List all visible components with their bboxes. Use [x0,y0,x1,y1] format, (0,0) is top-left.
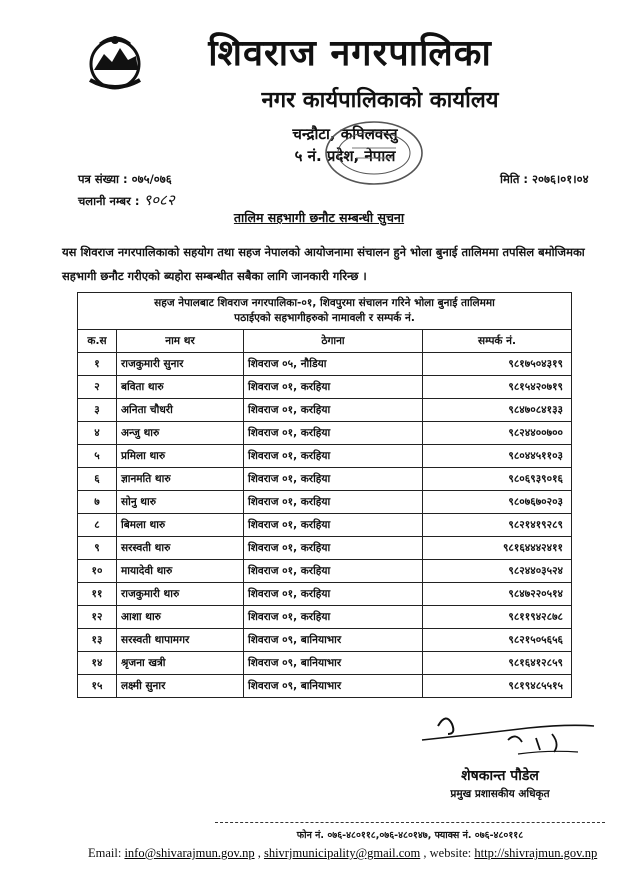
table-row [78,583,572,606]
letter-date: मिति : २०७६।०१।०४ [500,172,589,186]
cell-address: शिवराज ०९, बानियाभार [244,675,423,698]
cell-name: श्रृजना खत्री [117,652,244,675]
cell-phone: ९८०७६७०२०३ [423,491,572,514]
cell-sn: ४ [78,422,117,445]
table-row [78,537,572,560]
municipality-title: शिवराज नगरपालिका [208,33,492,74]
table-row [78,422,572,445]
cell-address: शिवराज ०१, करहिया [244,445,423,468]
dispatch-number: चलानी नम्बर : ९०८२ [78,191,175,209]
cell-name: अनिता चौधरी [117,399,244,422]
cell-address: शिवराज ०१, करहिया [244,468,423,491]
cell-name: अन्जु थारु [117,422,244,445]
table-row [78,468,572,491]
cell-phone: ९८२१५०५६५६ [423,629,572,652]
email-link-gmail[interactable]: shivrjmunicipality@gmail.com [263,846,421,860]
cell-name: बिमला थारु [117,514,244,537]
cell-sn: १ [78,353,117,376]
cell-phone: ९८२१४१९२८९ [423,514,572,537]
stamp-icon [322,118,426,188]
cell-sn: १० [78,560,117,583]
signature-icon [418,704,598,764]
cell-sn: १३ [78,629,117,652]
cell-address: शिवराज ०९, बानियाभार [244,652,423,675]
table-caption: सहज नेपालबाट शिवराज नगरपालिका-०१, शिवपुरमा संचालन गरिने भोला बुनाई तालिममा पठाईएको सहभागीहरुको नामावली र सम्पर्क नं. [78,293,572,330]
cell-sn: ७ [78,491,117,514]
footer-divider [215,822,605,823]
cell-address: शिवराज ०९, बानियाभार [244,629,423,652]
cell-name: राजकुमारी थारु [117,583,244,606]
cell-name: लक्ष्मी सुनार [117,675,244,698]
website-link[interactable]: http://shivrajmun.gov.np [474,846,598,860]
table-row [78,491,572,514]
address-line-1: चन्द्रौटा, कपिलवस्तु [292,125,398,143]
table-row [78,629,572,652]
notice-body: यस शिवराज नगरपालिकाको सहयोग तथा सहज नेपालको आयोजनामा संचालन हुने भोला बुनाई तालिममा तपसिल बमोजिमका सहभागी छनौट गरीएको ब्यहोरा सम्बन्धीत सबैका लागि जानकारी गरिन्छ । [62,245,585,283]
cell-phone: ९८१६४४४२४११ [423,537,572,560]
reference-number: पत्र संख्या : ०७५/०७६ [78,172,172,186]
cell-sn: १५ [78,675,117,698]
cell-phone: ९८१७५०४३१९ [423,353,572,376]
signatory-title: प्रमुख प्रशासकीय अधिकृत [450,788,550,800]
cell-name: सरस्वती थारु [117,537,244,560]
address-line-2: ५ नं. प्रदेश, नेपाल [294,147,396,165]
cell-address: शिवराज ०१, करहिया [244,514,423,537]
cell-phone: ९८११९४२८७८ [423,606,572,629]
notice-subject: तालिम सहभागी छनौट सम्बन्धी सुचना [233,210,405,225]
cell-phone: ९८४७२२०५१४ [423,583,572,606]
cell-name: आशा थारु [117,606,244,629]
cell-sn: ९ [78,537,117,560]
table-row [78,606,572,629]
footer-contact-line: Email: info@shivarajmun.gov.np , shivrjmunicipality@gmail.com , website: http://shivrajmun.gov.np [88,846,598,860]
cell-phone: ९८४७०८४१३३ [423,399,572,422]
cell-name: मायादेवी थारु [117,560,244,583]
table-row [78,652,572,675]
table-row [78,445,572,468]
cell-phone: ९८१९४८५५१५ [423,675,572,698]
cell-sn: ५ [78,445,117,468]
cell-address: शिवराज ०१, करहिया [244,422,423,445]
cell-address: शिवराज ०१, करहिया [244,583,423,606]
table-row [78,514,572,537]
table-header-row: क.स नाम थर ठेगाना सम्पर्क नं. [78,330,572,353]
cell-phone: ९८०४४५११०३ [423,445,572,468]
cell-address: शिवराज ०१, करहिया [244,491,423,514]
cell-address: शिवराज ०१, करहिया [244,399,423,422]
cell-sn: २ [78,376,117,399]
table-row [78,675,572,698]
cell-name: राजकुमारी सुनार [117,353,244,376]
participants-table [77,292,572,698]
cell-sn: ६ [78,468,117,491]
cell-sn: १४ [78,652,117,675]
cell-phone: ९८१५४२०७१९ [423,376,572,399]
nepal-emblem-icon [84,30,146,96]
table-row [78,376,572,399]
table-row [78,560,572,583]
cell-phone: ९८२४४०३५२४ [423,560,572,583]
signatory-name: शेषकान्त पौडेल [461,768,539,784]
cell-sn: १२ [78,606,117,629]
cell-sn: ८ [78,514,117,537]
cell-address: शिवराज ०१, करहिया [244,376,423,399]
office-subtitle: नगर कार्यपालिकाको कार्यालय [261,88,499,113]
cell-name: सरस्वती थापामगर [117,629,244,652]
cell-name: प्रमिला थारु [117,445,244,468]
cell-phone: ९८२४४००७०० [423,422,572,445]
table-row [78,353,572,376]
cell-address: शिवराज ०१, करहिया [244,537,423,560]
cell-address: शिवराज ०१, करहिया [244,560,423,583]
cell-sn: ११ [78,583,117,606]
cell-name: सोनु थारु [117,491,244,514]
cell-phone: ९८१६४१२८५९ [423,652,572,675]
table-row [78,399,572,422]
cell-sn: ३ [78,399,117,422]
email-link-info[interactable]: info@shivarajmun.gov.np [124,846,255,860]
cell-name: बविता थारु [117,376,244,399]
footer-phone-line: फोन नं. ०७६-४८०११८,०७६-४८०१४७, फ्याक्स नं. ०७६-४८०११८ [296,830,524,841]
cell-address: शिवराज ०१, करहिया [244,606,423,629]
cell-phone: ९८०६९३९०१६ [423,468,572,491]
cell-address: शिवराज ०५, नौडिया [244,353,423,376]
cell-name: ज्ञानमति थारु [117,468,244,491]
